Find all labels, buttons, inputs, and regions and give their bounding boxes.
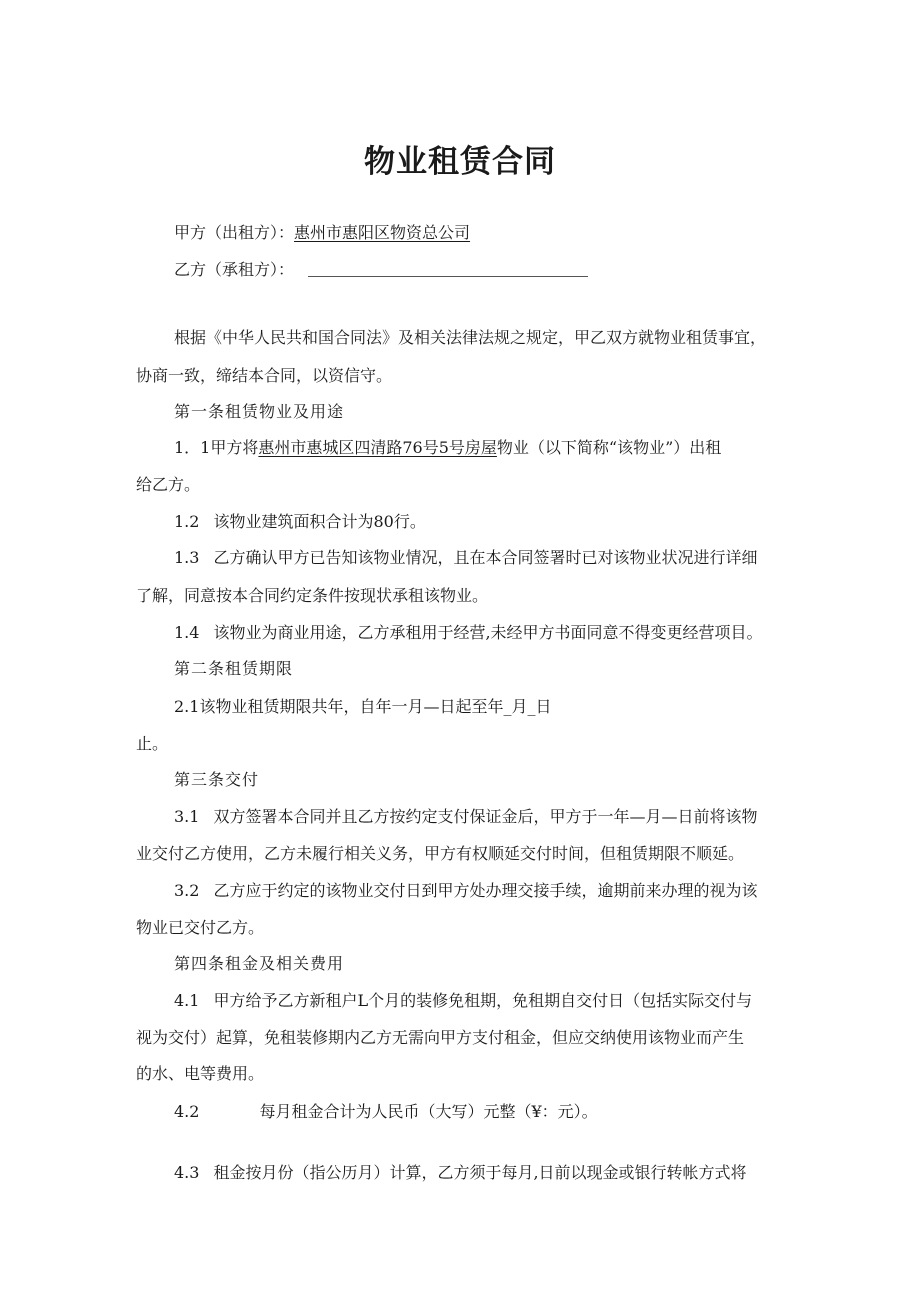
clause-1-4-number: 1.4 — [174, 623, 200, 642]
clause-4-2-text: 每月租金合计为人民币（大写）元整（¥：元）。 — [259, 1102, 598, 1121]
party-a-name: 惠州市惠阳区物资总公司 — [294, 223, 471, 242]
clause-4-3 — [174, 1162, 747, 1184]
clause-4-2-number: 4.2 — [174, 1102, 200, 1121]
clause-4-1-number: 4.1 — [174, 991, 200, 1010]
clause-1-4-text: 该物业为商业用途，乙方承租用于经营,未经甲方书面同意不得变更经营项目。 — [213, 623, 763, 642]
clause-1-2 — [174, 511, 426, 533]
article-3-heading: 第三条交付 — [174, 770, 260, 789]
article-1-heading: 第一条租赁物业及用途 — [174, 402, 345, 421]
clause-1-4 — [174, 622, 763, 644]
clause-2-1: 2.1该物业租赁期限共年，自年一月—日起至年_月_日 — [174, 697, 552, 716]
party-b-line — [174, 259, 588, 281]
clause-4-1 — [174, 990, 752, 1012]
property-address: 惠州市惠城区四清路76号5号房屋 — [258, 438, 497, 457]
party-a-label: 甲方（出租方）： — [174, 223, 295, 242]
party-b-blank — [308, 260, 588, 277]
clause-4-1-text: 甲方给予乙方新租户L个月的装修免租期，免租期自交付日（包括实际交付与 — [213, 991, 753, 1010]
document-title: 物业租赁合同 — [364, 144, 556, 180]
clause-3-2 — [174, 880, 757, 902]
clause-1-2-number: 1.2 — [174, 512, 200, 531]
clause-1-1-prefix: 1．1甲方将 — [174, 438, 259, 457]
clause-3-1 — [174, 806, 757, 828]
article-4-heading: 第四条租金及相关费用 — [174, 954, 345, 973]
clause-3-2-line-2: 物业已交付乙方。 — [136, 918, 265, 937]
clause-1-1 — [174, 437, 721, 459]
clause-1-1-line-2: 给乙方。 — [136, 475, 201, 494]
article-2-heading: 第二条租赁期限 — [174, 659, 294, 678]
clause-1-3 — [174, 547, 757, 569]
clause-3-1-number: 3.1 — [174, 807, 200, 826]
clause-4-1-line-2: 视为交付）起算，免租装修期内乙方无需向甲方支付租金，但应交纳使用该物业而产生 — [136, 1028, 745, 1047]
clause-1-3-line-2: 了解，同意按本合同约定条件按现状承租该物业。 — [136, 586, 489, 605]
clause-1-1-suffix: 物业（以下简称“该物业”）出租 — [496, 438, 722, 457]
clause-4-1-line-3: 的水、电等费用。 — [136, 1064, 265, 1083]
clause-1-3-number: 1.3 — [174, 548, 200, 567]
clause-3-2-text: 乙方应于约定的该物业交付日到甲方处办理交接手续，逾期前来办理的视为该 — [213, 881, 758, 900]
clause-4-2 — [174, 1101, 598, 1123]
party-a-line — [174, 222, 470, 244]
clause-4-3-text: 租金按月份（指公历月）计算，乙方须于每月,日前以现金或银行转帐方式将 — [213, 1163, 747, 1182]
preamble-line-1: 根据《中华人民共和国合同法》及相关法律法规之规定，甲乙双方就物业租赁事宜， — [174, 328, 767, 347]
clause-2-1-line-2: 止。 — [136, 734, 169, 753]
clause-3-1-line-2: 业交付乙方使用，乙方未履行相关义务，甲方有权顺延交付时间，但租赁期限不顺延。 — [136, 844, 745, 863]
clause-1-2-text: 该物业建筑面积合计为80行。 — [213, 512, 426, 531]
clause-4-3-number: 4.3 — [174, 1163, 200, 1182]
clause-1-3-text: 乙方确认甲方已告知该物业情况，且在本合同签署时已对该物业状况进行详细 — [213, 548, 758, 567]
clause-3-1-text: 双方签署本合同并且乙方按约定支付保证金后，甲方于一年—月—日前将该物 — [213, 807, 758, 826]
preamble-line-2: 协商一致，缔结本合同，以资信守。 — [136, 366, 393, 385]
party-b-label: 乙方（承租方）： — [174, 260, 295, 279]
clause-3-2-number: 3.2 — [174, 881, 200, 900]
